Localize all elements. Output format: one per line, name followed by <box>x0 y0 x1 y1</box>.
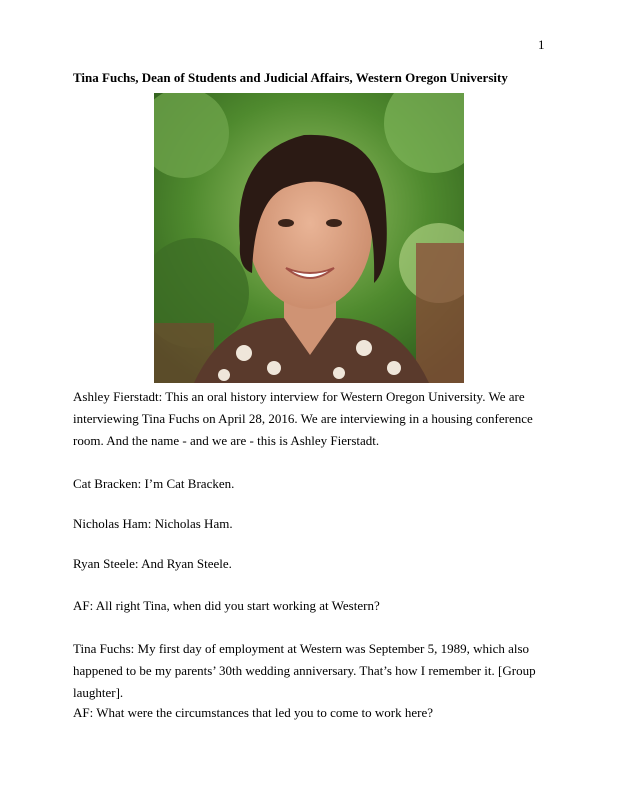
paragraph-tina-answer-1: Tina Fuchs: My first day of employment at Western was September 5, 1989, which also happened to be my parents’ 30th wedding anniversary. That’s how I remember it. [Group laughter]. <box>73 641 536 700</box>
paragraph-af-question-1: AF: All right Tina, when did you start working at Western? <box>73 598 380 613</box>
portrait-photo <box>154 93 464 383</box>
paragraph-cat-bracken: Cat Bracken: I’m Cat Bracken. <box>73 476 235 491</box>
paragraph-ryan-steele: Ryan Steele: And Ryan Steele. <box>73 556 232 571</box>
page-number: 1 <box>538 37 545 52</box>
paragraph-af-question-2: AF: What were the circumstances that led you to come to work here? <box>73 705 434 720</box>
document-title: Tina Fuchs, Dean of Students and Judicial Affairs, Western Oregon University <box>73 70 508 85</box>
paragraph-ashley-intro: Ashley Fierstadt: This an oral history interview for Western Oregon University. We are interviewing Tina Fuchs on April 28, 2016. We are interviewing in a housing conference room. And the name - and we are - this is Ashley Fierstadt. <box>73 389 533 448</box>
paragraph-nicholas-ham: Nicholas Ham: Nicholas Ham. <box>73 516 233 531</box>
